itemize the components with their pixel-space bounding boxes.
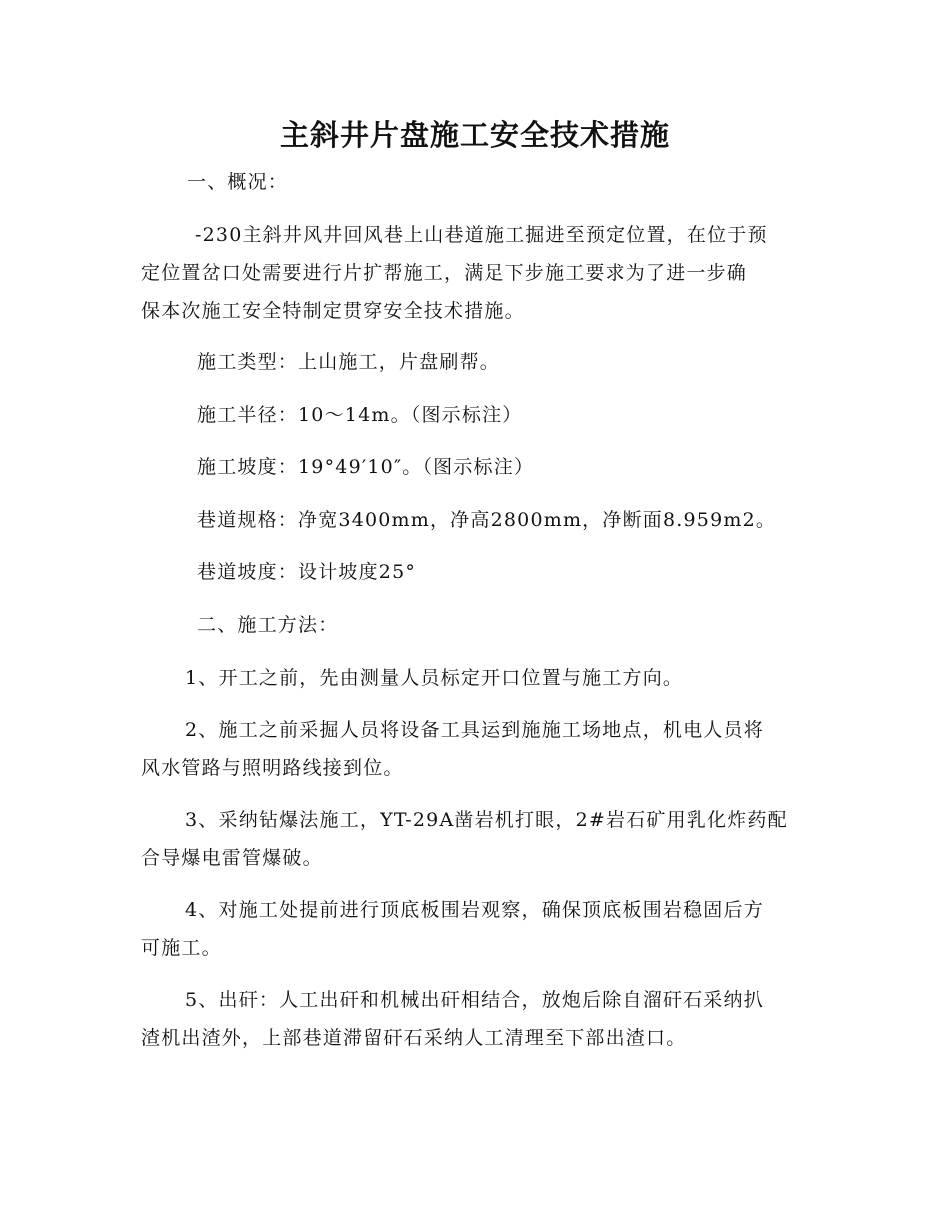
step-line: 3、采纳钻爆法施工，YT-29A凿岩机打眼，2#岩石矿用乳化炸药配 <box>185 809 788 831</box>
step-item <box>141 981 811 1057</box>
heading-text: 一、概况： <box>187 171 289 193</box>
overview-line: 定位置岔口处需要进行片扩帮施工，满足下步施工要求为了进一步确 <box>141 262 748 284</box>
spec-construction-slope <box>197 448 867 486</box>
step-line: 5、出矸：人工出矸和机械出矸相结合，放炮后除自溜矸石采纳扒 <box>185 989 764 1011</box>
step-item <box>141 659 811 697</box>
spec-text: 施工坡度：19°49′10″。（图示标注） <box>197 456 535 478</box>
spec-roadway-size <box>197 501 867 539</box>
step-line: 渣机出渣外，上部巷道滞留矸石采纳人工清理至下部出渣口。 <box>141 1027 687 1049</box>
heading-text: 二、施工方法： <box>197 614 339 636</box>
overview-line: -230主斜井风井回风巷上山巷道施工掘进至预定位置，在位于预 <box>195 224 768 246</box>
spec-construction-radius <box>197 396 867 434</box>
step-item <box>141 801 811 877</box>
step-line: 4、对施工处提前进行顶底板围岩观察，确保顶底板围岩稳固后方 <box>185 899 764 921</box>
overview-line: 保本次施工安全特制定贯穿安全技术措施。 <box>141 300 525 322</box>
spec-text: 施工类型：上山施工，片盘刷帮。 <box>197 351 501 373</box>
step-line: 2、施工之前采掘人员将设备工具运到施施工场地点，机电人员将 <box>185 719 764 741</box>
step-item <box>141 711 811 787</box>
document-title: 主斜井片盘施工安全技术措施 <box>279 118 670 152</box>
step-item <box>141 891 811 967</box>
step-line: 风水管路与照明路线接到位。 <box>141 757 404 779</box>
spec-roadway-grade <box>197 553 867 591</box>
spec-text: 施工半径：10～14m。（图示标注） <box>197 404 523 426</box>
spec-text: 巷道规格：净宽3400mm，净高2800mm，净断面8.959m2。 <box>197 509 777 531</box>
step-line: 1、开工之前，先由测量人员标定开口位置与施工方向。 <box>185 667 684 689</box>
section-heading-method <box>197 606 867 644</box>
overview-paragraph <box>141 216 811 330</box>
step-line: 合导爆电雷管爆破。 <box>141 847 323 869</box>
spec-construction-type <box>197 343 867 381</box>
step-line: 可施工。 <box>141 937 222 959</box>
section-heading-overview <box>187 163 857 201</box>
spec-text: 巷道坡度：设计坡度25° <box>197 561 417 583</box>
